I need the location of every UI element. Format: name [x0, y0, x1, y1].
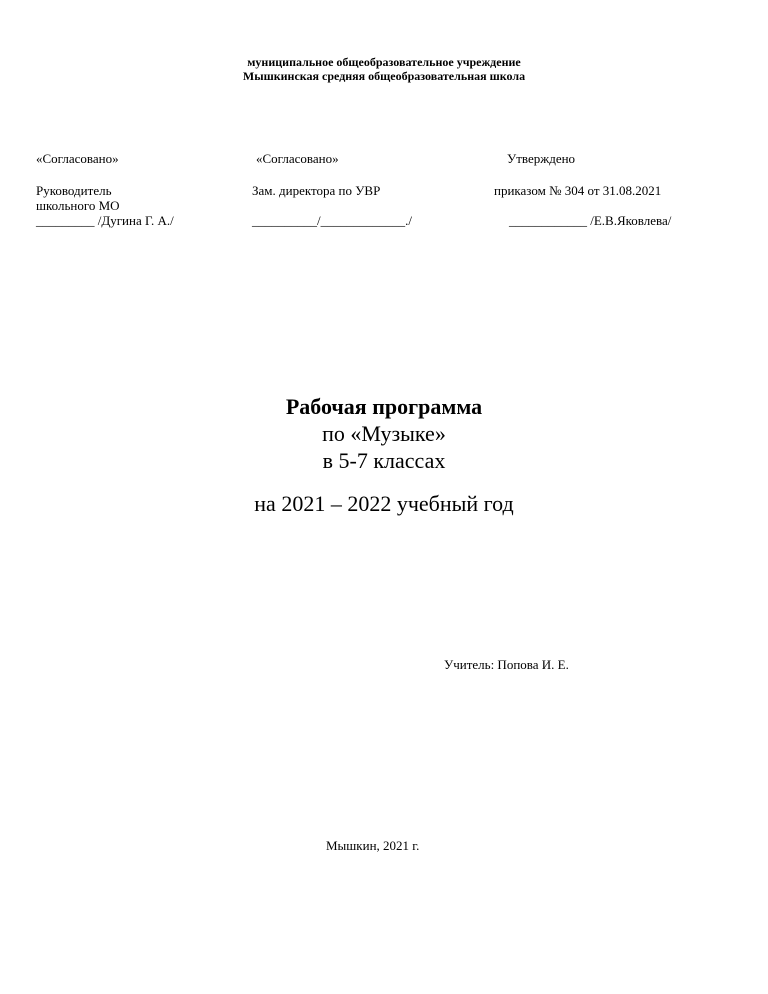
approval-1-signature: _________ /Дугина Г. А./	[36, 213, 174, 228]
document-subject: по «Музыке»	[322, 421, 446, 446]
place-and-year: Мышкин, 2021 г.	[326, 838, 420, 853]
approval-3-role: приказом № 304 от 31.08.2021	[494, 183, 662, 198]
approval-1-role-line1: Руководитель	[36, 183, 112, 198]
approval-3-signature: ____________ /Е.В.Яковлева/	[509, 213, 672, 228]
teacher-name: Учитель: Попова И. Е.	[444, 657, 569, 672]
approval-1-heading: «Согласовано»	[36, 151, 119, 166]
document-title: Рабочая программа	[285, 394, 483, 419]
approval-2-heading: «Согласовано»	[256, 151, 339, 166]
approval-2-role: Зам. директора по УВР	[252, 183, 381, 198]
school-type-line: муниципальное общеобразовательное учреждение	[247, 55, 521, 69]
school-name-line: Мышкинская средняя общеобразовательная школа	[242, 69, 526, 83]
approval-1-role-line2: школьного МО	[36, 198, 120, 213]
document-year: на 2021 – 2022 учебный год	[254, 491, 514, 516]
document-grades: в 5-7 классах	[322, 448, 446, 473]
approval-2-signature: __________/_____________./	[252, 213, 412, 228]
approval-3-heading: Утверждено	[507, 151, 576, 166]
